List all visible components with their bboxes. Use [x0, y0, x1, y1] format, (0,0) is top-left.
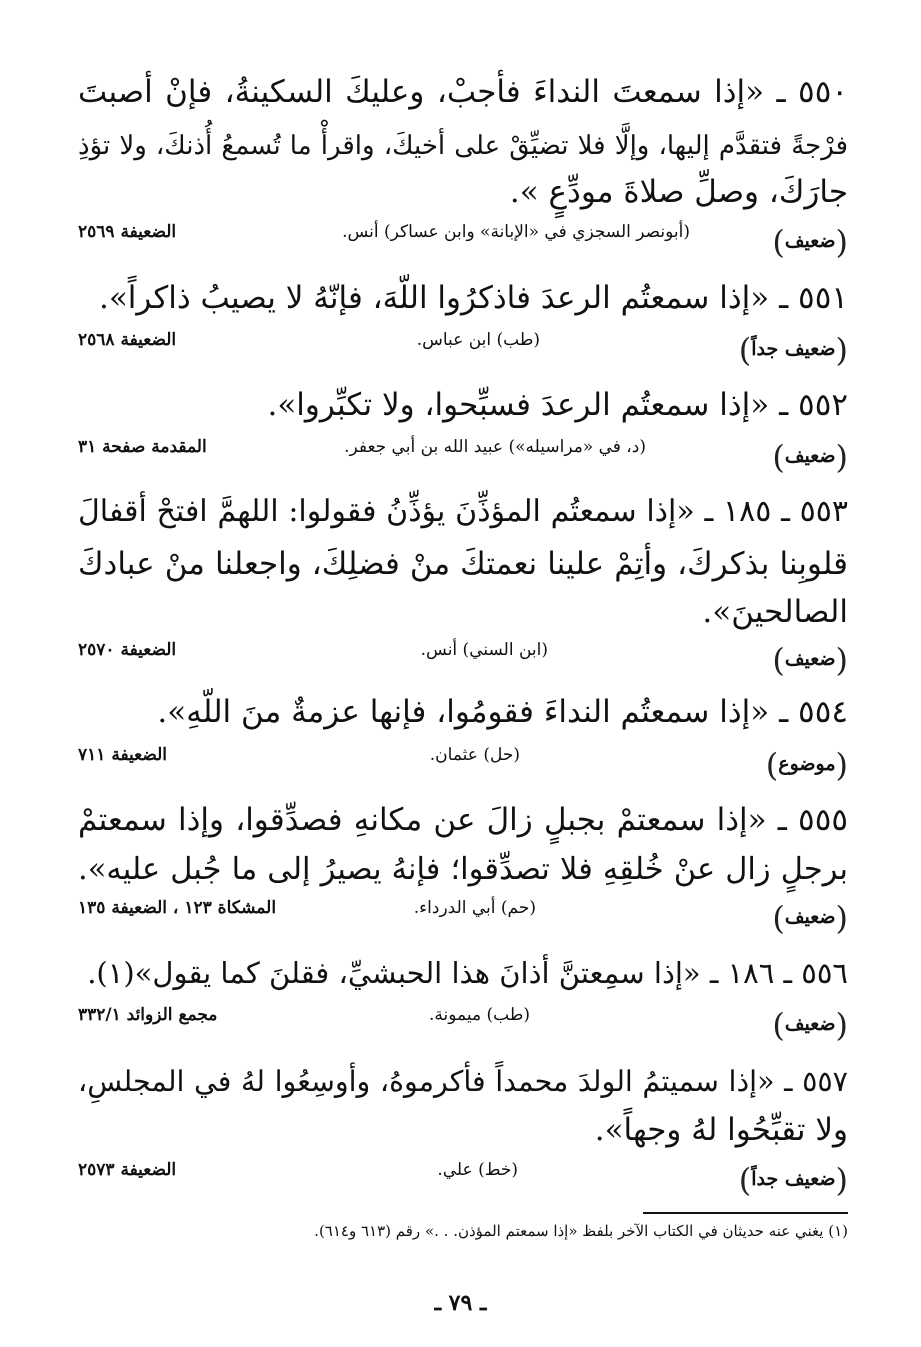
- hadith-556-line-1: ٥٥٦ ـ ١٨٦ ـ «إذا سمِعتنَّ أذانَ هذا الحبشيِّ، فقلنَ كما يقول»(١).: [87, 956, 848, 990]
- footnote-divider: [643, 1212, 848, 1214]
- reference-book: الضعيفة ٢٥٧٣: [78, 1160, 177, 1180]
- grade-label: (ضعيف جداً): [738, 1161, 848, 1199]
- reference-book: الضعيفة ٢٥٦٨: [78, 330, 177, 350]
- hadith-556-reference: [78, 1005, 848, 1045]
- hadith-553-line-2: قلوبِنا بذكركَ، وأتِمْ علينا نعمتكَ منْ فضلِكَ، واجعلنا منْ عبادكَ: [78, 546, 848, 582]
- hadith-552-reference: [78, 437, 848, 477]
- grade-label: (ضعيف): [772, 1006, 848, 1044]
- grade-label: (ضعيف جداً): [738, 331, 848, 369]
- reference-book: الضعيفة ٢٥٦٩: [78, 222, 177, 242]
- source-text: (أبونصر السجزي في «الإبانة» وابن عساكر) أنس.: [342, 222, 690, 242]
- grade-label: (ضعيف): [772, 899, 848, 937]
- hadith-557-reference: [78, 1160, 848, 1200]
- hadith-550-reference: [78, 222, 848, 262]
- hadith-555-line-2: برجلٍ زال عنْ خُلقِهِ فلا تصدِّقوا؛ فإنهُ يصيرُ إلى ما جُبل عليه».: [78, 852, 848, 887]
- hadith-555-line-1: ٥٥٥ ـ «إذا سمعتمْ بجبلٍ زالَ عن مكانهِ فصدِّقوا، وإذا سمعتمْ: [78, 802, 848, 838]
- source-text: (د، في «مراسيله») عبيد الله بن أبي جعفر.: [344, 437, 646, 457]
- hadith-557-line-2: ولا تقبِّحُوا لهُ وجهاً».: [594, 1112, 848, 1148]
- hadith-553-line-1: ٥٥٣ ـ ١٨٥ ـ «إذا سمعتُم المؤذِّنَ يؤذِّنُ فقولوا: اللهمَّ افتحْ أقفالَ: [78, 494, 848, 529]
- grade-label: (موضوع): [765, 746, 848, 784]
- source-text: (طب) ابن عباس.: [416, 330, 540, 350]
- grade-label: (ضعيف): [772, 223, 848, 261]
- hadith-554-reference: [78, 745, 848, 785]
- source-text: (طب) ميمونة.: [429, 1005, 530, 1025]
- hadith-551-line-1: ٥٥١ ـ «إذا سمعتُم الرعدَ فاذكرُوا اللّهَ، فإنّهُ لا يصيبُ ذاكراً».: [98, 280, 848, 316]
- reference-book: مجمع الزوائد ٣٣٢/١: [78, 1005, 218, 1025]
- hadith-554-line-1: ٥٥٤ ـ «إذا سمعتُم النداءَ فقومُوا، فإنها عزمةٌ منَ اللّهِ».: [157, 694, 848, 730]
- grade-label: (ضعيف): [772, 641, 848, 679]
- reference-book: المشكاة ١٢٣ ، الضعيفة ١٣٥: [78, 898, 277, 918]
- hadith-552-line-1: ٥٥٢ ـ «إذا سمعتُم الرعدَ فسبِّحوا، ولا تكبِّروا».: [267, 387, 848, 423]
- page-number: ـ ٧٩ ـ: [434, 1290, 487, 1316]
- reference-book: الضعيفة ٧١١: [78, 745, 168, 765]
- reference-book: المقدمة صفحة ٣١: [78, 437, 207, 457]
- hadith-550-line-1: ٥٥٠ ـ «إذا سمعتَ النداءَ فأجبْ، وعليكَ السكينةُ، فإنْ أصبتَ: [78, 74, 848, 110]
- source-text: (ابن السني) أنس.: [420, 640, 548, 660]
- source-text: (حم) أبي الدرداء.: [413, 898, 536, 918]
- hadith-553-line-3: الصالحينَ».: [702, 594, 848, 630]
- source-text: (خط) علي.: [437, 1160, 518, 1180]
- hadith-557-line-1: ٥٥٧ ـ «إذا سميتمُ الولدَ محمداً فأكرموهُ، وأوسِعُوا لهُ في المجلسِ،: [78, 1065, 848, 1098]
- footnote: (١) يغني عنه حديثان في الكتاب الآخر بلفظ «إذا سمعتم المؤذن. . .» رقم (٦١٣ و٦١٤).: [314, 1222, 848, 1240]
- hadith-555-reference: [78, 898, 848, 938]
- hadith-550-line-2: فرْجةً فتقدَّم إليها، وإلَّا فلا تضيِّقْ على أخيكَ، واقرأْ ما تُسمعُ أُذنكَ، ولا تؤذِ: [78, 131, 848, 161]
- hadith-553-reference: [78, 640, 848, 680]
- grade-label: (ضعيف): [772, 438, 848, 476]
- source-text: (حل) عثمان.: [429, 745, 520, 765]
- reference-book: الضعيفة ٢٥٧٠: [78, 640, 177, 660]
- hadith-550-line-3: جارَكَ، وصلِّ صلاةَ مودِّعٍ ».: [509, 174, 848, 210]
- hadith-551-reference: [78, 330, 848, 370]
